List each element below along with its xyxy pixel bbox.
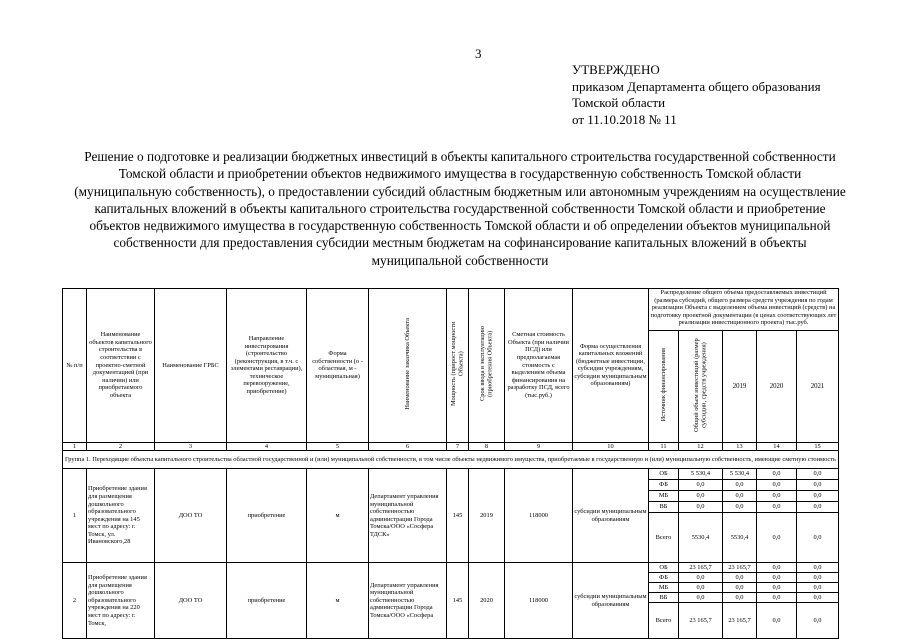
header-total-volume: Общий объем инвестиций (размер субсидии, средств учреждения) (692, 338, 708, 432)
customer-name: Департамент управления муниципальной собственностью администрации Города Томска/ООО «Сосфера ТДСК» (369, 469, 447, 563)
source-code: ВБ (649, 593, 679, 603)
ownership-form: м (307, 563, 369, 639)
customer-name: Департамент управления муниципальной собственностью администрации Города Томска/ООО «Сосфера (369, 563, 447, 639)
year-2021-value: 0,0 (797, 491, 839, 502)
header-year-2021: 2021 (797, 331, 839, 443)
header-form: Форма осуществления капитальных вложений (бюджетные инвестиции, субсидии учреждениям, субсидии муниципальным образованиям) (573, 289, 649, 443)
column-number: 7 (447, 442, 469, 451)
column-number: 3 (155, 442, 227, 451)
capacity: 145 (447, 469, 469, 563)
header-year-2019: 2019 (723, 331, 757, 443)
header-num: № п/п (63, 289, 87, 443)
column-number: 10 (573, 442, 649, 451)
header-direction: Направление инвестирования (строительство (реконструкция, в т.ч. с элементами реставрации), техническое перевооружение, приобретение) (227, 289, 307, 443)
group-row (63, 451, 839, 469)
column-number: 9 (505, 442, 573, 451)
year-2020-value: 0,0 (757, 513, 797, 563)
approval-block (572, 62, 821, 128)
header-distribution: Распределение общего объема предоставляемых инвестиций (размера субсидий, общего размера средств учреждения по годам реализации Объекта с выделением объема инвестиций (средств) на подготовку проектной документации (в ценах соответствующих лет реализации инвестиционного проекта) тыс.руб. (649, 289, 839, 331)
year-2020-value: 0,0 (757, 573, 797, 583)
year-2020-value: 0,0 (757, 583, 797, 593)
year-2021-value: 0,0 (797, 513, 839, 563)
column-number: 12 (679, 442, 723, 451)
column-number: 8 (469, 442, 505, 451)
header-row (63, 289, 839, 331)
header-commission: Срок ввода в эксплуатацию (приобретения Объекта) (478, 326, 494, 402)
source-code: Всего (649, 513, 679, 563)
total-value: 0,0 (679, 502, 723, 513)
commission-year: 2019 (469, 469, 505, 563)
page-number: 3 (475, 46, 482, 61)
year-2021-value: 0,0 (797, 480, 839, 491)
total-value: 0,0 (679, 593, 723, 603)
total-value: 0,0 (679, 583, 723, 593)
year-2019-value: 5 530,4 (723, 469, 757, 480)
investment-table (62, 288, 839, 639)
year-2021-value: 0,0 (797, 573, 839, 583)
year-2019-value: 0,0 (723, 573, 757, 583)
commission-year: 2020 (469, 563, 505, 639)
year-2021-value: 0,0 (797, 563, 839, 573)
source-code: ОБ (649, 563, 679, 573)
year-2021-value: 0,0 (797, 593, 839, 603)
year-2019-value: 0,0 (723, 593, 757, 603)
year-2020-value: 0,0 (757, 469, 797, 480)
year-2019-value: 0,0 (723, 502, 757, 513)
total-value: 23 165,7 (679, 563, 723, 573)
header-customer: Наименование заказчика Объекта (403, 318, 411, 410)
column-number: 2 (87, 442, 155, 451)
grbs-name: ДОО ТО (155, 563, 227, 639)
capacity: 145 (447, 563, 469, 639)
year-2019-value: 0,0 (723, 491, 757, 502)
investment-form: субсидии муниципальным образованиям (573, 469, 649, 563)
investment-direction: приобретение (227, 469, 307, 563)
approval-line: приказом Департамента общего образования (572, 78, 821, 94)
year-2019-value: 5530,4 (723, 513, 757, 563)
source-code: МБ (649, 583, 679, 593)
document-title: Решение о подготовке и реализации бюджетных инвестиций в объекты капитального строительства государственной собственности Томской области и приобретении объектов недвижимого имущества в государственную собственность Томской области (муниципальную собственность), о предоставлении субсидий областным бюджетным или автономным учреждениям на осуществление капитальных вложений в объекты капитального строительства государственной собственности Томской области и приобретение объектов недвижимого имущества в государственную собственность Томской области и об определении объектов муниципальной собственности для предоставления субсидии местным бюджетам на софинансирование капитальных вложений в объекты муниципальной собственности (74, 149, 846, 268)
year-2019-value: 23 165,7 (723, 603, 757, 639)
total-value: 23 165,7 (679, 603, 723, 639)
total-value: 0,0 (679, 480, 723, 491)
header-grbs: Наименование ГРБС (155, 289, 227, 443)
year-2019-value: 0,0 (723, 480, 757, 491)
year-2020-value: 0,0 (757, 491, 797, 502)
column-number: 15 (797, 442, 839, 451)
column-number: 4 (227, 442, 307, 451)
column-number: 6 (369, 442, 447, 451)
estimated-cost: 118000 (505, 469, 573, 563)
object-name: Приобретение здания для размещения дошкольного образовательного учреждения на 220 мест по адресу: г. Томск, (87, 563, 155, 639)
approval-heading: УТВЕРЖДЕНО (572, 62, 660, 77)
header-name: Наименование объектов капитального строительства в соответствии с проектно-сметной документацией (при наличии) или приобретаемого объекта (87, 289, 155, 443)
source-code: МБ (649, 491, 679, 502)
column-number-row (63, 442, 839, 451)
column-number: 13 (723, 442, 757, 451)
year-2020-value: 0,0 (757, 593, 797, 603)
header-year-2020: 2020 (757, 331, 797, 443)
header-ownership: Форма собственности (о - областная, м - муниципальная) (307, 289, 369, 443)
group-title: Группа 1. Переходящие объекты капитального строительства областной государственной и (или) муниципальной собственности, в том числе объекты недвижимого имущества, приобретаемые в государственную и (или) муниципальную собственность, имеющие сметную стоимость (63, 451, 839, 469)
total-value: 0,0 (679, 573, 723, 583)
total-value: 5530,4 (679, 513, 723, 563)
source-code: ОБ (649, 469, 679, 480)
header-cost: Сметная стоимость Объекта (при наличии ПСД) или предполагаемая стоимость с выделением объема финансирования на разработку ПСД, всего (тыс.руб.) (505, 289, 573, 443)
grbs-name: ДОО ТО (155, 469, 227, 563)
estimated-cost: 118000 (505, 563, 573, 639)
year-2021-value: 0,0 (797, 502, 839, 513)
source-code: ФБ (649, 573, 679, 583)
approval-line: Томской области (572, 95, 666, 110)
object-name: Приобретение здания для размещения дошкольного образовательного учреждения на 145 мест по адресу: г. Томск, ул. Ивановского,28 (87, 469, 155, 563)
investment-form: субсидии муниципальным образованиям (573, 563, 649, 639)
header-capacity: Мощность (прирост мощности Объекта) (449, 321, 465, 407)
row-num: 2 (63, 563, 87, 639)
column-number: 5 (307, 442, 369, 451)
row-num: 1 (63, 469, 87, 563)
investment-direction: приобретение (227, 563, 307, 639)
year-2020-value: 0,0 (757, 480, 797, 491)
year-2021-value: 0,0 (797, 603, 839, 639)
year-2019-value: 0,0 (723, 583, 757, 593)
total-value: 0,0 (679, 491, 723, 502)
column-number: 14 (757, 442, 797, 451)
column-number: 11 (649, 442, 679, 451)
column-number: 1 (63, 442, 87, 451)
total-value: 5 530,4 (679, 469, 723, 480)
approval-line: от 11.10.2018 № 11 (572, 111, 677, 127)
source-code: Всего (649, 603, 679, 639)
year-2020-value: 0,0 (757, 502, 797, 513)
ownership-form: м (307, 469, 369, 563)
year-2019-value: 23 165,7 (723, 563, 757, 573)
year-2020-value: 0,0 (757, 563, 797, 573)
year-2021-value: 0,0 (797, 583, 839, 593)
source-code: ВБ (649, 502, 679, 513)
table-row (63, 469, 839, 480)
year-2021-value: 0,0 (797, 469, 839, 480)
table-row (63, 563, 839, 573)
header-source: Источник финансирования (659, 348, 667, 422)
source-code: ФБ (649, 480, 679, 491)
year-2020-value: 0,0 (757, 603, 797, 639)
